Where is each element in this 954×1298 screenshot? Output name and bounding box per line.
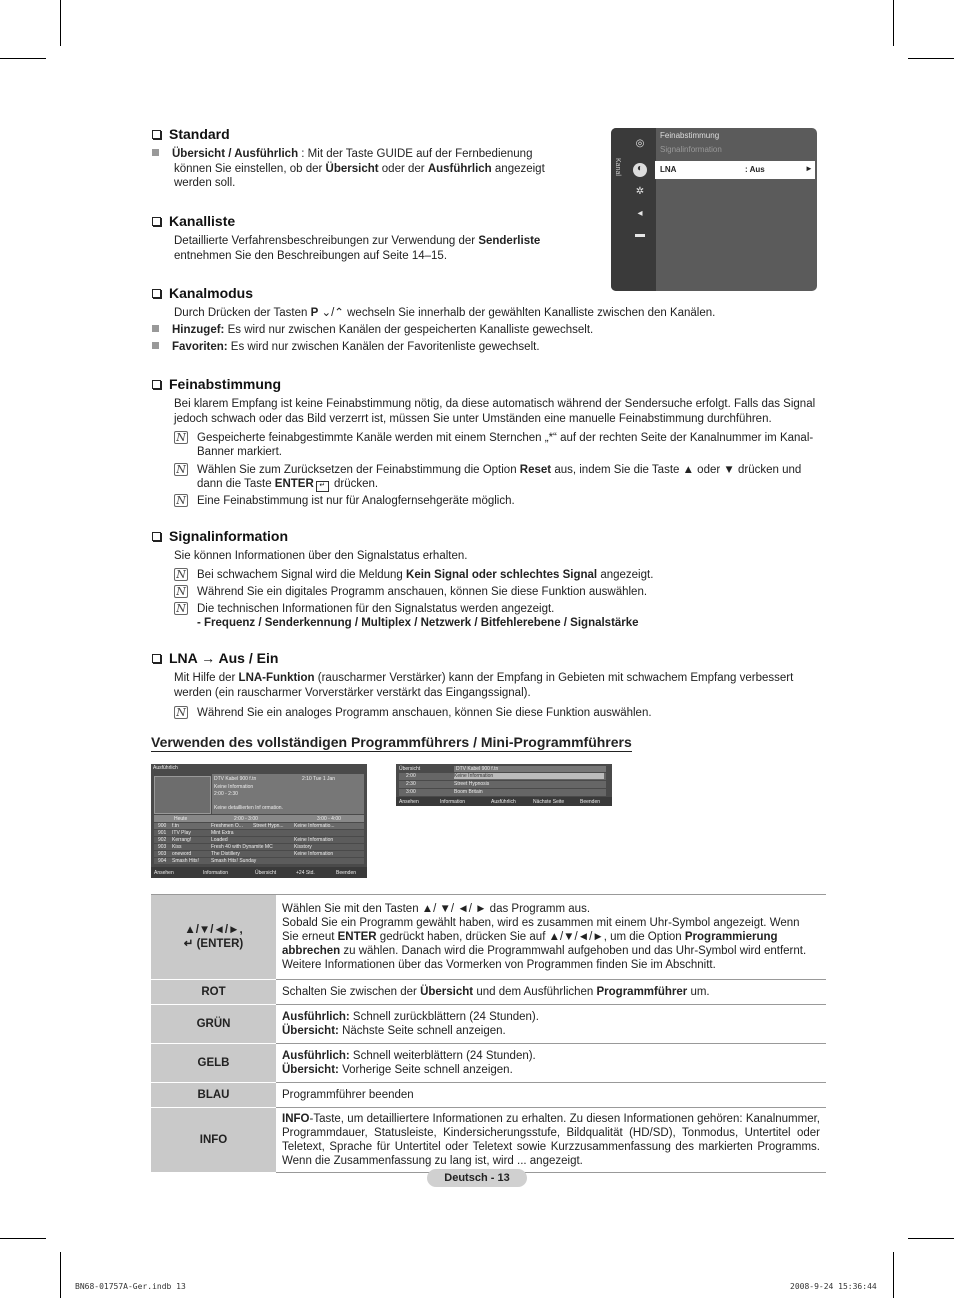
kanalmodus-bullet-favoriten: Favoriten: Es wird nur zwischen Kanälen der Favoritenliste gewechselt.	[152, 340, 540, 355]
info-panel: DTV Kabel 900 f.tn 2:10 Tue 1 Jan Keine Information 2:00 - 2:30 Keine detaillierten Inf ormation.	[212, 774, 364, 814]
section-title-lna: LNA → Aus / Ein	[152, 650, 278, 666]
crop-mark	[60, 0, 61, 46]
table-row	[151, 980, 826, 1005]
table-key: ROT	[151, 980, 276, 1005]
crop-mark	[893, 0, 894, 46]
table-row	[151, 1108, 826, 1173]
guide-row: 902 Kerrang! Loaded Keine Information	[154, 837, 364, 843]
note-icon: N	[174, 494, 188, 507]
table-value: Wählen Sie mit den Tasten ▲/ ▼/ ◄/ ► das Programm aus. Sobald Sie ein Programm gewählt haben, wird es zusammen mit einem Uhr-Symbol angezeigt. Wenn Sie erneut ENTER gedrückt haben, drücken Sie auf ▲/▼/◄/►, um die Option Programmierung abbrechen zu wählen. Danach wird die Programmwahl aufgehoben und das Uhr-Symbol wird entfernt. Weitere Informationen über das Vormerken von Programmen finden Sie im Abschnitt.	[276, 895, 826, 980]
button-table	[151, 894, 826, 1173]
fein-note-2: N Wählen Sie zum Zurücksetzen der Feinabstimmung die Option Reset aus, indem Sie die Taste ▲ oder ▼ drücken und dann die Taste ENTER ↵ drücken.	[174, 463, 801, 492]
guide-row: 903 Kiss Fresh 40 with Dynamite MC Kisstory	[154, 844, 364, 850]
table-value: Ausführlich: Schnell zurückblättern (24 Stunden). Übersicht: Nächste Seite schnell anzeigen.	[276, 1005, 826, 1044]
arrow-right-icon: ►	[805, 164, 813, 173]
kanalliste-text: Detaillierte Verfahrensbeschreibungen zur Verwendung der Senderliste entnehmen Sie den Beschreibungen auf Seite 14–15.	[174, 235, 541, 262]
table-value: Schalten Sie zwischen der Übersicht und dem Ausführlichen Programmführer um.	[276, 980, 826, 1005]
signal-note-2: N Während Sie ein digitales Programm anschauen, können Sie diese Funktion auswählen.	[174, 585, 647, 599]
checkbox-icon	[152, 289, 161, 298]
crop-mark	[0, 1238, 46, 1239]
square-bullet-icon	[152, 325, 159, 332]
fein-note-3: N Eine Feinabstimmung ist nur für Analogfernsehgeräte möglich.	[174, 494, 515, 508]
table-row	[151, 1083, 826, 1108]
full-guide-screenshot	[151, 764, 367, 878]
note-icon: N	[174, 585, 188, 598]
crop-mark	[0, 58, 46, 59]
chevron-down-up-icon: ⌄/⌃	[321, 307, 344, 319]
section-title-feinabstimmung: Feinabstimmung	[152, 376, 281, 392]
fein-note-1: N Gespeicherte feinabgestimmte Kanäle werden mit einem Sternchen „*“ auf der rechten Seite der Kanalnummer im Kanal- Banner markiert.	[174, 431, 813, 459]
menu-side-label: Kanal	[614, 158, 621, 176]
signal-note-3: N Die technischen Informationen für den Signalstatus werden angezeigt. - Frequenz / Senderkennung / Multiplex / Netzwerk / Bitfehlerebene / Signalstärke	[174, 602, 639, 630]
table-row	[151, 895, 826, 980]
fein-text: Bei klarem Empfang ist keine Feinabstimmung nötig, da diese automatisch während der Sendersuche erfolgt. Falls das Signal jedoch schwach oder das Bild verzerrt ist, müssen Sie unter Umständen eine manuelle Feinabstimmung durchführen.	[174, 398, 816, 425]
table-key: INFO	[151, 1108, 276, 1173]
gear-icon: ✲	[635, 186, 645, 197]
guide-row: 900 f.tn Freshmen O... Street Hypn... Keine Informatio...	[154, 823, 364, 829]
mini-guide-screenshot: Übersicht DTV Kabel 900 f.tn 2:00 Keine Information 2:30 Street Hypnosis 3:00 Boom Britain Ansehen Information Ausführlich Nächste Seite Beenden	[396, 764, 612, 806]
preview-thumbnail	[154, 776, 211, 814]
enter-icon: ↵	[316, 481, 329, 492]
table-value: Ausführlich: Schnell weiterblättern (24 Stunden). Übersicht: Vorherige Seite schnell anzeigen.	[276, 1044, 826, 1083]
lna-text: Mit Hilfe der LNA-Funktion (rauscharmer Verstärker) kann der Empfang in Gebieten mit schwachem Empfang verbessert werden (ein rauscharmer Vorverstärker verstärkt das Eingangssignal).	[174, 672, 794, 699]
menu-item-feinabstimmung: Feinabstimmung	[660, 131, 720, 140]
checkbox-icon	[152, 130, 161, 139]
crop-mark	[60, 1252, 61, 1298]
checkbox-icon	[152, 380, 161, 389]
picture-icon: ◎	[635, 138, 645, 149]
note-icon: N	[174, 463, 188, 476]
screen-title: Ausführlich	[153, 765, 178, 771]
checkbox-icon	[152, 217, 161, 226]
section-title-standard: Standard	[152, 126, 230, 142]
note-icon: N	[174, 431, 188, 444]
square-bullet-icon	[152, 342, 159, 349]
sound-icon: ◂	[637, 208, 643, 219]
checkbox-icon	[152, 654, 161, 663]
menu-item-signalinformation: Signalinformation	[660, 145, 722, 154]
guide-row: 901 ITV Play Mint Extra	[154, 830, 364, 836]
screen-footer: Ansehen Information Übersicht +24 Std. Beenden	[151, 867, 367, 878]
footer-left: BN68-01757A-Ger.indb 13	[75, 1282, 186, 1291]
square-bullet-icon	[152, 149, 159, 156]
kanalmodus-text: Durch Drücken der Tasten P ⌄/⌃ wechseln Sie innerhalb der gewählten Kanalliste zwischen den Kanälen.	[174, 307, 716, 319]
page-number-badge: Deutsch - 13	[427, 1169, 527, 1187]
guide-row: 904 Smash Hits! Smash Hits! Sunday	[154, 858, 364, 864]
table-key: GRÜN	[151, 1005, 276, 1044]
lna-note-1: N Während Sie ein analoges Programm anschauen, können Sie diese Funktion auswählen.	[174, 706, 652, 720]
section-title-kanalliste: Kanalliste	[152, 213, 235, 229]
note-icon: N	[174, 706, 188, 719]
channel-menu-screenshot	[611, 128, 817, 291]
enter-icon: ↵	[183, 938, 194, 950]
crop-mark	[893, 1252, 894, 1298]
table-row	[151, 1044, 826, 1083]
section-title-kanalmodus: Kanalmodus	[152, 285, 253, 301]
section-title-signalinformation: Signalinformation	[152, 528, 288, 544]
table-key: ▲/▼/◄/►, ↵ (ENTER)	[151, 895, 276, 980]
standard-bullet: Übersicht / Ausführlich : Mit der Taste GUIDE auf der Fernbedienung können Sie einstellen, ob der Übersicht oder der Ausführlich angezeigt werden soll.	[152, 147, 592, 191]
time-bar: Heute 2:00 - 3:00 3:00 - 4:00	[154, 815, 364, 822]
note-icon: N	[174, 568, 188, 581]
table-value: Programmführer beenden	[276, 1083, 826, 1108]
input-icon: ▬	[635, 229, 645, 240]
channel-icon: ◐	[633, 163, 647, 177]
guide-row: 903 oneword The Distillery Keine Information	[154, 851, 364, 857]
footer-right: 2008-9-24 15:36:44	[790, 1282, 877, 1291]
guide-heading: Verwenden des vollständigen Programmführers / Mini-Programmführers	[151, 734, 632, 750]
signal-text: Sie können Informationen über den Signalstatus erhalten.	[174, 550, 468, 562]
table-row	[151, 1005, 826, 1044]
signal-note-1: N Bei schwachem Signal wird die Meldung Kein Signal oder schlechtes Signal angezeigt.	[174, 568, 653, 582]
screen-footer: Ansehen Information Ausführlich Nächste Seite Beenden	[396, 797, 612, 806]
note-icon: N	[174, 602, 188, 615]
table-key: GELB	[151, 1044, 276, 1083]
kanalmodus-bullet-hinzugef: Hinzugef: Es wird nur zwischen Kanälen der gespeicherten Kanalliste gewechselt.	[152, 323, 593, 338]
table-value: INFO-Taste, um detailliertere Informationen zu erhalten. Zu diesen Informationen gehören: Kanalnummer, Programmdauer, Statusleiste, Kindersicherungsstufe, Bildqualität (HD/SD), Tonmodus, Untertitel oder Teletext, Sprache für Untertitel oder Teletext sowie Kurzzusammenfassung des markierten Programms. Wenn die Zusammenfassung zu lang ist, wird ... angezeigt.	[276, 1108, 826, 1173]
crop-mark	[908, 1238, 954, 1239]
menu-item-lna: LNA : Aus ►	[655, 161, 815, 179]
table-key: BLAU	[151, 1083, 276, 1108]
checkbox-icon	[152, 532, 161, 541]
crop-mark	[908, 58, 954, 59]
